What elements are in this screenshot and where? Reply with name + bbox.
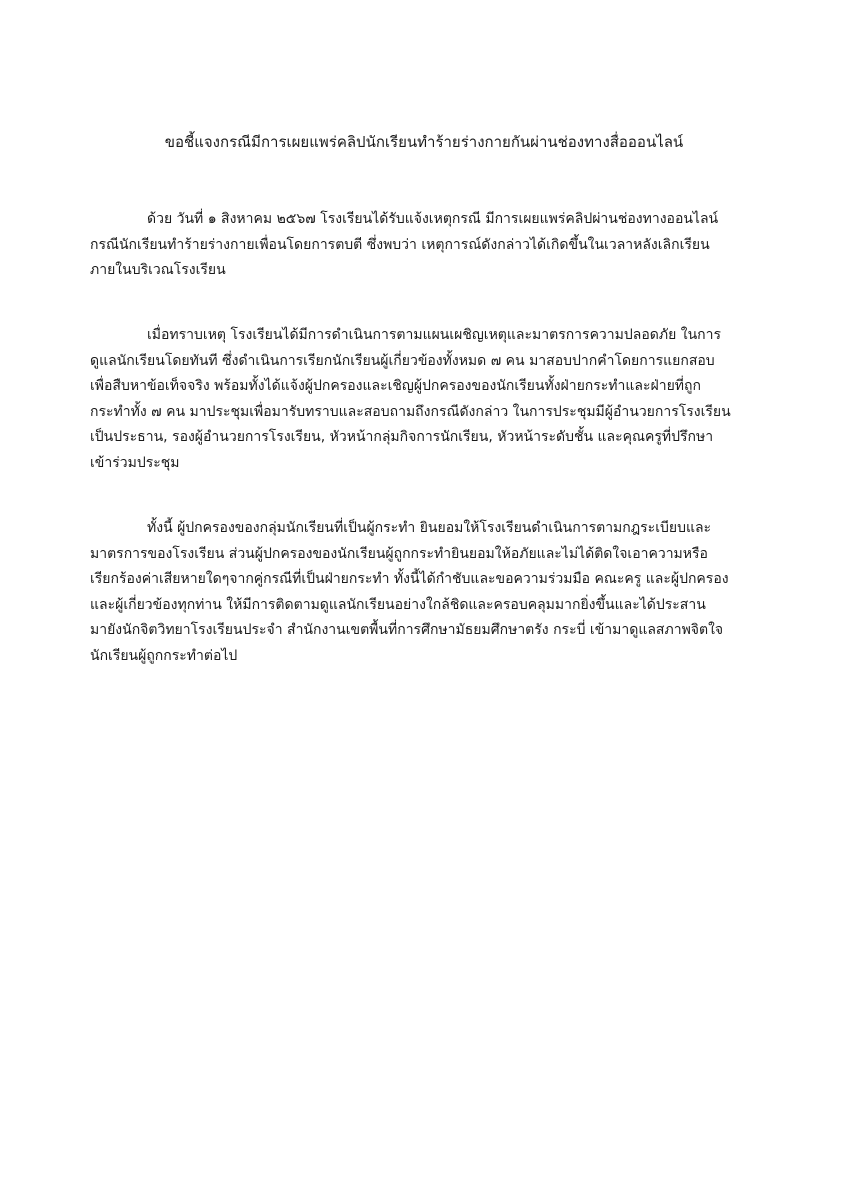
paragraph-line: ด้วย วันที่ ๑ สิงหาคม ๒๕๖๗ โรงเรียนได้รับแจ้งเหตุกรณี มีการเผยแพร่คลิปผ่านช่องทางออนไลน์ bbox=[147, 211, 719, 227]
paragraph-line: และผู้เกี่ยวข้องทุกท่าน ให้มีการติดตามดูแลนักเรียนอย่างใกล้ชิดและครอบคลุมมากยิ่งขึ้นและได้ประสาน bbox=[90, 596, 706, 613]
document-title: ขอชี้แจงกรณีมีการเผยแพร่คลิปนักเรียนทำร้ายร่างกายกันผ่านช่องทางสื่อออนไลน์ bbox=[164, 133, 684, 151]
paragraph-line: กรณีนักเรียนทำร้ายร่างกายเพื่อนโดยการตบตี ซึ่งพบว่า เหตุการณ์ดังกล่าวได้เกิดขึ้นในเวลาหลังเลิกเรียน bbox=[90, 236, 710, 253]
paragraph-line: เข้าร่วมประชุม bbox=[90, 454, 180, 471]
paragraph-incident-report bbox=[90, 207, 758, 284]
paragraph-line: เป็นประธาน, รองผู้อำนวยการโรงเรียน, หัวหน้ากลุ่มกิจการนักเรียน, หัวหน้าระดับชั้น และคุณครูที่ปรึกษา bbox=[90, 429, 714, 446]
paragraph-line: เรียกร้องค่าเสียหายใดๆจากคู่กรณีที่เป็นฝ่ายกระทำ ทั้งนี้ได้กำชับและขอความร่วมมือ คณะครู และผู้ปกครอง bbox=[90, 571, 729, 588]
paragraph-school-response bbox=[90, 323, 758, 477]
paragraph-line: กระทำทั้ง ๗ คน มาประชุมเพื่อมารับทราบและสอบถามถึงกรณีดังกล่าว ในการประชุมมีผู้อำนวยการโรงเรียน bbox=[90, 403, 731, 420]
paragraph-line: ดูแลนักเรียนโดยทันที ซึ่งดำเนินการเรียกนักเรียนผู้เกี่ยวข้องทั้งหมด ๗ คน มาสอบปากคำโดยการแยกสอบ bbox=[90, 352, 715, 369]
paragraph-line: มายังนักจิตวิทยาโรงเรียนประจำ สำนักงานเขตพื้นที่การศึกษามัธยมศึกษาตรัง กระบี่ เข้ามาดูแลสภาพจิตใจ bbox=[90, 622, 724, 639]
paragraph-line: ทั้งนี้ ผู้ปกครองของกลุ่มนักเรียนที่เป็นผู้กระทำ ยินยอมให้โรงเรียนดำเนินการตามกฎระเบียบและ bbox=[147, 520, 712, 536]
paragraph-line: มาตรการของโรงเรียน ส่วนผู้ปกครองของนักเรียนผู้ถูกกระทำยินยอมให้อภัยและไม่ได้ติดใจเอาความหรือ bbox=[90, 545, 708, 562]
paragraph-resolution bbox=[90, 516, 758, 670]
paragraph-line: เมื่อทราบเหตุ โรงเรียนได้มีการดำเนินการตามแผนเผชิญเหตุและมาตรการความปลอดภัย ในการ bbox=[147, 327, 721, 343]
paragraph-line: ภายในบริเวณโรงเรียน bbox=[90, 262, 226, 279]
paragraph-line: เพื่อสืบหาข้อเท็จจริง พร้อมทั้งได้แจ้งผู้ปกครองและเชิญผู้ปกครองของนักเรียนทั้งฝ่ายกระทำและฝ่ายที่ถูก bbox=[90, 378, 701, 395]
paragraph-line: นักเรียนผู้ถูกกระทำต่อไป bbox=[90, 647, 238, 664]
